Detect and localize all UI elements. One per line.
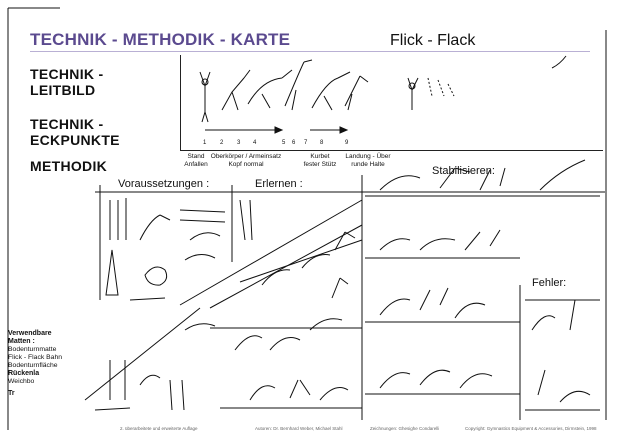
mats-line: Bodenturnfläche: [8, 362, 58, 369]
footer-authors: Autoren: Dr. Bernhard Weber, Michael Stahl: [255, 426, 343, 431]
mats-line: Flick - Flack Bahn: [8, 354, 63, 361]
phase-label-bottom: Anfallen: [184, 161, 208, 168]
phase-label-top: Landung - Über: [345, 153, 391, 160]
phase-label-bottom: fester Stütz: [303, 161, 337, 168]
phase-number: 5: [282, 140, 286, 146]
section-eckpunkte-line2: ECKPUNKTE: [30, 132, 120, 148]
heading-fehler: Fehler:: [532, 277, 567, 289]
mats-line: Bodenturnmatte: [8, 346, 57, 353]
phase-label-top: Oberkörper / Armeinsatz: [210, 153, 282, 160]
phase-number: 8: [320, 140, 324, 146]
page-title: TECHNIK - METHODIK - KARTE: [30, 30, 291, 49]
phase-number: 7: [304, 140, 308, 146]
phase-label-bottom: runde Halte: [351, 161, 385, 168]
heading-erlernen: Erlernen :: [255, 178, 303, 190]
phase-number: 1: [203, 140, 207, 146]
element-name: Flick - Flack: [390, 32, 476, 49]
mats-heading: Verwendbare Matten :: [8, 330, 52, 345]
section-methodik: METHODIK: [30, 158, 108, 174]
footer-edition: 2. überarbeitete und erweiterte Auflage: [120, 426, 198, 431]
phase-number: 3: [237, 140, 241, 146]
phase-number: 2: [220, 140, 224, 146]
phase-label-top: Kurbet: [310, 153, 330, 160]
phase-number: 9: [345, 140, 349, 146]
phase-number: 6: [292, 140, 296, 146]
footer-drawings: Zeichnungen: Ghesighe Condarelli: [370, 426, 440, 431]
mats-extra: Tr: [8, 390, 15, 397]
section-leitbild-line1: TECHNIK -: [30, 66, 104, 82]
phase-number: 4: [253, 140, 257, 146]
section-eckpunkte-line1: TECHNIK -: [30, 116, 104, 132]
mats-subheading: Rückenla: [8, 370, 40, 377]
heading-stabilisieren: Stabilisieren:: [432, 165, 495, 177]
phase-label-top: Stand: [187, 153, 205, 160]
section-leitbild-line2: LEITBILD: [30, 82, 96, 98]
footer-copyright: Copyright: Gymnastics Equipment & Accessories, Dirmstein, 1998: [465, 426, 597, 431]
heading-voraussetzungen: Voraussetzungen :: [118, 178, 210, 190]
mats-subline: Weichbo: [8, 378, 35, 385]
phase-label-bottom: Kopf normal: [228, 161, 264, 168]
